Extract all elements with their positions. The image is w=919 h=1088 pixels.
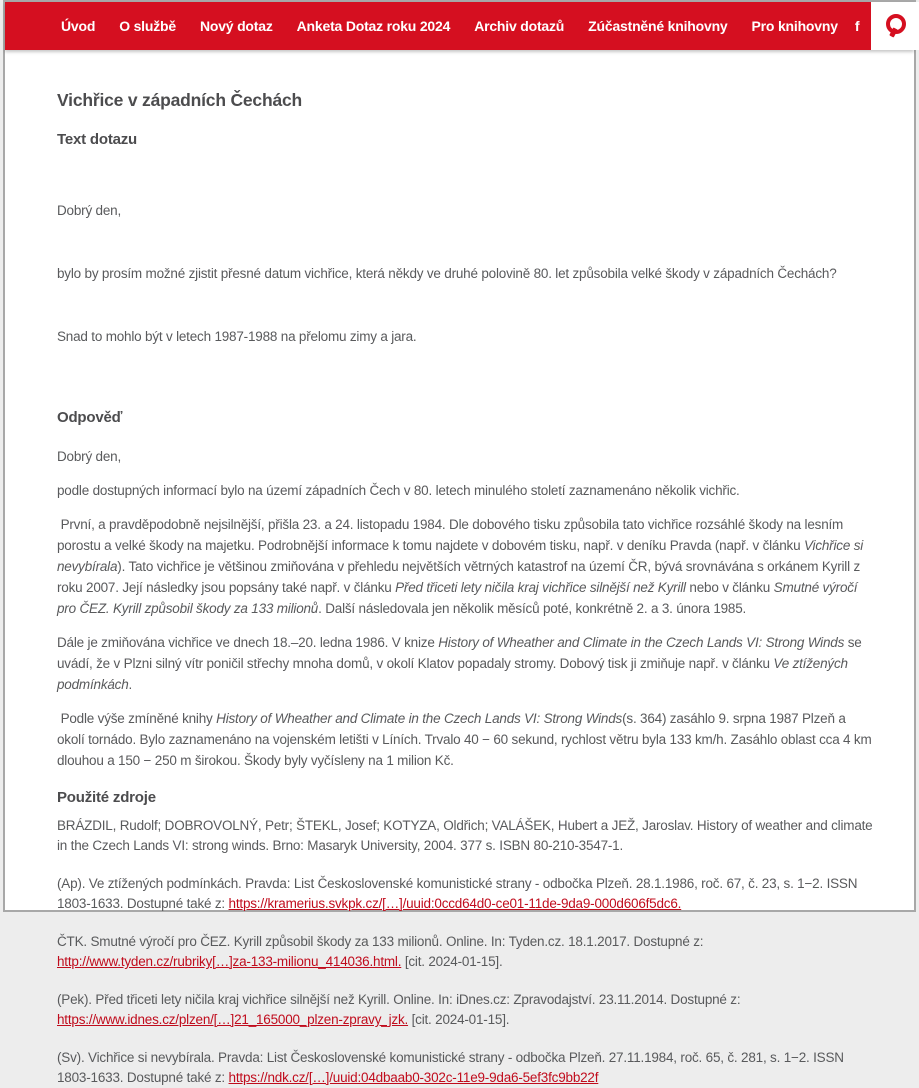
question-text	[57, 158, 874, 389]
nav-item-uvod[interactable]: Úvod	[61, 18, 96, 34]
source-link[interactable]: https://www.idnes.cz/plzen/[…]21_165000_plzen-zpravy_jzk.	[57, 1012, 409, 1027]
text-segment: .	[128, 677, 133, 692]
text-segment: podle dostupných informací bylo na území západních Čech v 80. letech minulého století zaznamenáno několik vichřic.	[57, 483, 740, 498]
source-link[interactable]: https://kramerius.svkpk.cz/[…]/uuid:0ccd64d0-ce01-11de-9da9-000d606f5dc6.	[228, 896, 682, 911]
nav-item-pro-knihovny[interactable]: Pro knihovny	[751, 18, 838, 34]
text-segment: Ve ztížených podmínkách	[57, 656, 852, 692]
source-entry	[57, 990, 874, 1030]
answer-paragraph	[57, 480, 874, 501]
text-segment: (Sv). Vichřice si nevybírala. Pravda: List Československé komunistické strany - odbočka Plzeň. 27.11.1984, roč. 65, č. 281, s. 1−2. ISSN 1803-1633. Dostupné také z:	[57, 1050, 848, 1085]
main-nav	[5, 2, 914, 50]
text-segment: (Ap). Ve ztížených podmínkách. Pravda: List Československé komunistické strany - odbočka Plzeň. 28.1.1986, roč. 67, č. 23, s. 1−2. ISSN 1803-1633. Dostupné také z:	[57, 876, 861, 911]
nav-item-o-sluzbe[interactable]: O službě	[119, 18, 176, 34]
answer-paragraph	[57, 514, 874, 619]
source-link[interactable]: http://www.tyden.cz/rubriky[…]za-133-milionu_414036.html.	[57, 954, 402, 969]
text-segment: History of Wheather and Climate in the Czech Lands VI: Strong Winds	[438, 635, 845, 650]
text-segment: [cit. 2024-01-15].	[408, 1012, 510, 1027]
page	[3, 0, 916, 1085]
source-link[interactable]: https://ndk.cz/[…]/uuid:04dbaab0-302c-11e9-9da6-5ef3fc9bb22f	[228, 1070, 599, 1085]
text-segment: Před třiceti lety ničila kraj vichřice silnější než Kyrill	[395, 580, 686, 595]
text-segment: se uvádí, že v Plzni silný vítr poničil střechy mnoha domů, v okolí Klatov popadaly stromy. Dobový tisk ji zmiňuje např. v článku	[57, 635, 866, 671]
text-segment: Dále je zmiňována vichřice ve dnech 18.–20. ledna 1986. V knize	[57, 635, 439, 650]
answer-paragraph	[57, 446, 874, 467]
text-segment: ). Tato vichřice je většinou zmiňována v přehledu největších větrných katastrof na území ČR, bývá srovnávána s orkánem Kyrill z roku 2007. Její následky jsou popsány také např. v článku	[57, 559, 864, 595]
article	[5, 50, 914, 1088]
text-segment: Vichřice si nevybírala	[57, 538, 867, 574]
text-segment: BRÁZDIL, Rudolf; DOBROVOLNÝ, Petr; ŠTEKL, Josef; KOTYZA, Oldřich; VALÁŠEK, Hubert a JEŽ, Jaroslav. History of weather and climate in the Czech Lands VI: strong winds. Brno: Masaryk University, 2004. 377 s. ISBN 80-210-3547-1.	[57, 818, 877, 853]
source-entry	[57, 874, 874, 914]
text-segment: nebo v článku	[685, 580, 774, 595]
text-segment: Smutné výročí pro ČEZ. Kyrill způsobil škody za 133 milionů	[57, 580, 861, 616]
source-entry	[57, 816, 877, 856]
text-segment: [cit. 2024-01-15].	[401, 954, 503, 969]
nav-item-zucastnene-knihovny[interactable]: Zúčastněné knihovny	[588, 18, 728, 34]
text-segment: (Pek). Před třiceti lety ničila kraj vichřice silnější než Kyrill. Online. In: iDnes.cz: Zpravodajství. 23.11.2014. Dostupné z:	[57, 992, 744, 1007]
facebook-icon[interactable]: f	[854, 18, 860, 34]
answer-heading: Odpověď	[57, 409, 123, 426]
nav-item-novy-dotaz[interactable]: Nový dotaz	[199, 18, 273, 34]
source-entry	[57, 1048, 874, 1088]
text-segment: ČTK. Smutné výročí pro ČEZ. Kyrill způsobil škody za 133 milionů. Online. In: Tyden.cz. 18.1.2017. Dostupné z:	[57, 934, 707, 949]
nav-item-anketa[interactable]: Anketa Dotaz roku 2024	[296, 18, 451, 34]
source-entry	[57, 932, 874, 972]
question-heading: Text dotazu	[57, 131, 138, 148]
sources-heading: Použité zdroje	[57, 789, 156, 806]
question-line: bylo by prosím možné zjistit přesné datum vichřice, která někdy ve druhé polovině 80. let způsobila velké škody v západních Čechách?	[57, 266, 837, 281]
page-title: Vichřice v západních Čechách	[57, 90, 303, 110]
search-button[interactable]	[871, 2, 919, 50]
text-segment: . Další následovala jen několik měsíců poté, konkrétně 2. a 3. února 1985.	[318, 601, 747, 616]
text-segment: Podle výše zmíněné knihy	[57, 711, 217, 726]
text-segment: První, a pravděpodobně nejsilnější, přišla 23. a 24. listopadu 1984. Dle dobového tisku způsobila tato vichřice rozsáhlé škody na lesním porostu a velké škody na majetku. Podrobnější informace k tomu najdete v dobovém tisku, např. v deníku Pravda (např. v článku	[57, 517, 847, 553]
nav-item-archiv-dotazu[interactable]: Archiv dotazů	[474, 18, 565, 34]
text-segment: (s. 364) zasáhlo 9. srpna 1987 Plzeň a okolí tornádo. Bylo zaznamenáno na vojenském letišti v Líních. Trvalo 40 − 60 sekund, rychlost větru byla 133 km/h. Zasáhlo oblast cca 4 km dlouhou a 150 − 250 m širokou. Škody byly vyčísleny na 1 milion Kč.	[57, 711, 876, 768]
search-icon	[886, 14, 906, 34]
text-segment: Dobrý den,	[57, 449, 122, 464]
question-line: Snad to mohlo být v letech 1987-1988 na přelomu zimy a jara.	[57, 329, 417, 344]
question-line: Dobrý den,	[57, 203, 122, 218]
text-segment: History of Wheather and Climate in the Czech Lands VI: Strong Winds	[216, 711, 623, 726]
answer-paragraph	[57, 632, 874, 695]
answer-paragraph	[57, 708, 874, 771]
